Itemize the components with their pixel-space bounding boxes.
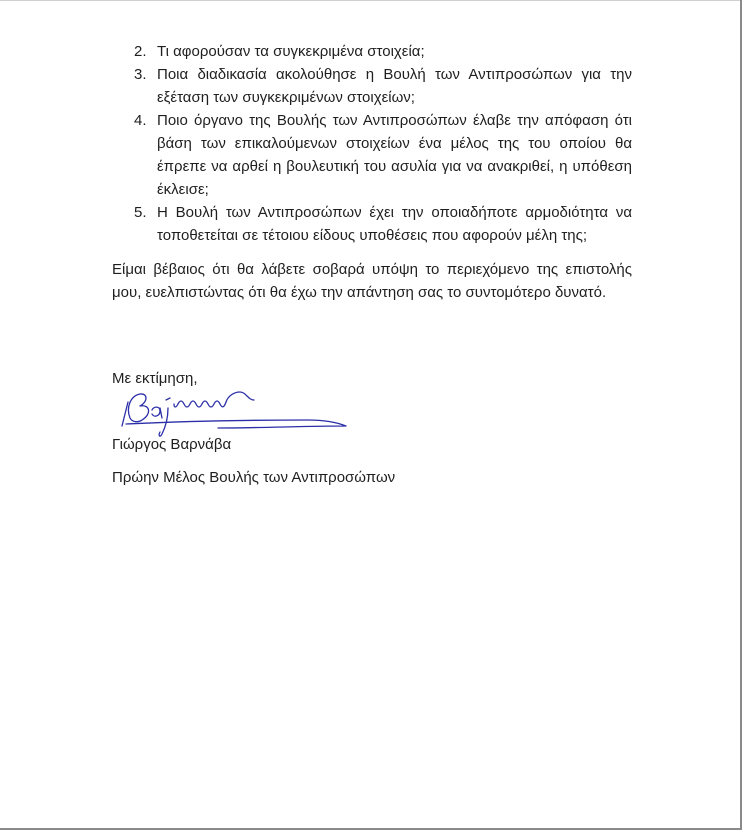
page-top-edge xyxy=(0,0,742,1)
list-item-number: 5. xyxy=(134,204,147,221)
list-item-text: Η Βουλή των Αντιπροσώπων έχει την οποιαδήποτε αρμοδιότητα να τοποθετείται σε τέτοιου είδους υποθέσεις που αφορούν μέλη της; xyxy=(157,204,632,244)
list-item-text: Τι αφορούσαν τα συγκεκριμένα στοιχεία; xyxy=(157,43,425,60)
signer-name: Γιώργος Βαρνάβα xyxy=(112,436,232,453)
handwritten-signature xyxy=(108,378,358,440)
list-item xyxy=(112,40,632,63)
salutation: Με εκτίμηση, xyxy=(112,370,198,387)
list-item-text: Ποια διαδικασία ακολούθησε η Βουλή των Αντιπροσώπων για την εξέταση των συγκεκριμένων στοιχείων; xyxy=(157,66,632,106)
question-list xyxy=(112,40,632,247)
list-item xyxy=(112,201,632,247)
list-item-number: 4. xyxy=(134,112,147,129)
list-item-text: Ποιο όργανο της Βουλής των Αντιπροσώπων έλαβε την απόφαση ότι βάση των επικαλούμενων στοιχείων ένα μέλος της του οποίου θα έπρεπε να αρθεί η βουλευτική του ασυλία για να ανακριθεί, η υπόθεση έκλεισε; xyxy=(157,112,632,198)
signer-role: Πρώην Μέλος Βουλής των Αντιπροσώπων xyxy=(112,469,396,486)
list-item-number: 3. xyxy=(134,66,147,83)
list-item xyxy=(112,109,632,201)
closing-paragraph: Είμαι βέβαιος ότι θα λάβετε σοβαρά υπόψη το περιεχόμενο της επιστολής μου, ευελπιστώντας ότι θα έχω την απάντηση σας το συντομότερο δυνατό. xyxy=(112,261,632,301)
list-item-number: 2. xyxy=(134,43,147,60)
list-item xyxy=(112,63,632,109)
